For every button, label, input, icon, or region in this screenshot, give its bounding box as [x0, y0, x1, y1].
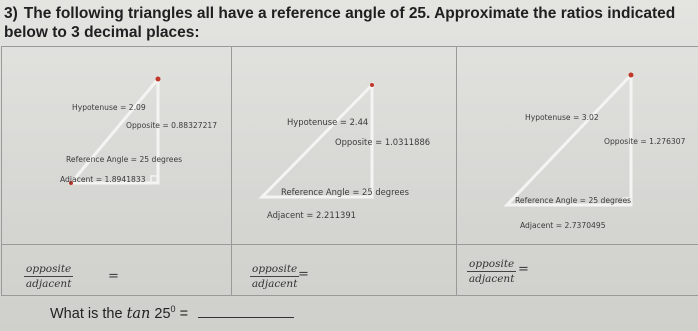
- vertex-mark: [370, 83, 374, 87]
- triangle-2-adjacent: Adjacent = 2.211391: [267, 210, 357, 220]
- triangle-1-angle: Reference Angle = 25 degrees: [66, 155, 183, 164]
- question-prefix: What is the: [50, 305, 123, 322]
- triangle-3-opposite: Opposite = 1.276307: [604, 137, 686, 146]
- answer-blank[interactable]: [198, 317, 294, 318]
- problem-instruction: The following triangles all have a reference angle of 25. Approximate the ratios indicated below to 3 decimal places:: [4, 5, 676, 41]
- ratio-2-fraction: [250, 263, 299, 290]
- ratio-1-denominator: adjacent: [25, 278, 72, 290]
- ratio-2-numerator: opposite: [252, 263, 298, 275]
- triangle-1-adjacent: Adjacent = 1.8941833: [60, 175, 146, 184]
- triangle-2-angle: Reference Angle = 25 degrees: [281, 187, 410, 197]
- ratio-3-denominator: adjacent: [468, 273, 515, 285]
- vertex-mark: [156, 77, 161, 82]
- triangle-2-hypotenuse: Hypotenuse = 2.44: [287, 117, 369, 127]
- vertex-mark: [629, 73, 634, 78]
- triangle-1-hypotenuse: Hypotenuse = 2.09: [72, 103, 146, 112]
- tan-angle: 25: [154, 305, 171, 322]
- ratio-1-equals: =: [108, 269, 119, 284]
- triangle-2-opposite: Opposite = 1.0311886: [335, 137, 431, 147]
- triangle-3-hypotenuse: Hypotenuse = 3.02: [525, 113, 599, 122]
- ratio-1-fraction: [24, 263, 73, 290]
- ratio-3-equals: =: [518, 262, 529, 277]
- ratio-2-denominator: adjacent: [251, 278, 298, 290]
- row-divider: [2, 244, 698, 245]
- triangle-3-angle: Reference Angle = 25 degrees: [515, 196, 632, 205]
- problem-header: [4, 4, 694, 42]
- tan-function: tan: [126, 305, 151, 322]
- degree-symbol: 0: [170, 304, 176, 314]
- question-equals: =: [179, 305, 189, 322]
- triangle-3-adjacent: Adjacent = 2.7370495: [520, 221, 606, 230]
- triangle-1-shape: [71, 79, 158, 183]
- triangle-1-figure: [2, 47, 230, 243]
- triangle-table: [1, 46, 698, 296]
- tan-question: [50, 304, 294, 322]
- triangle-1-opposite: Opposite = 0.88327217: [126, 121, 218, 130]
- ratio-1-numerator: opposite: [26, 263, 72, 275]
- ratio-3-fraction: [467, 258, 516, 285]
- ratio-3-numerator: opposite: [469, 258, 515, 270]
- ratio-2-equals: =: [298, 267, 309, 282]
- problem-number: 3): [4, 5, 18, 22]
